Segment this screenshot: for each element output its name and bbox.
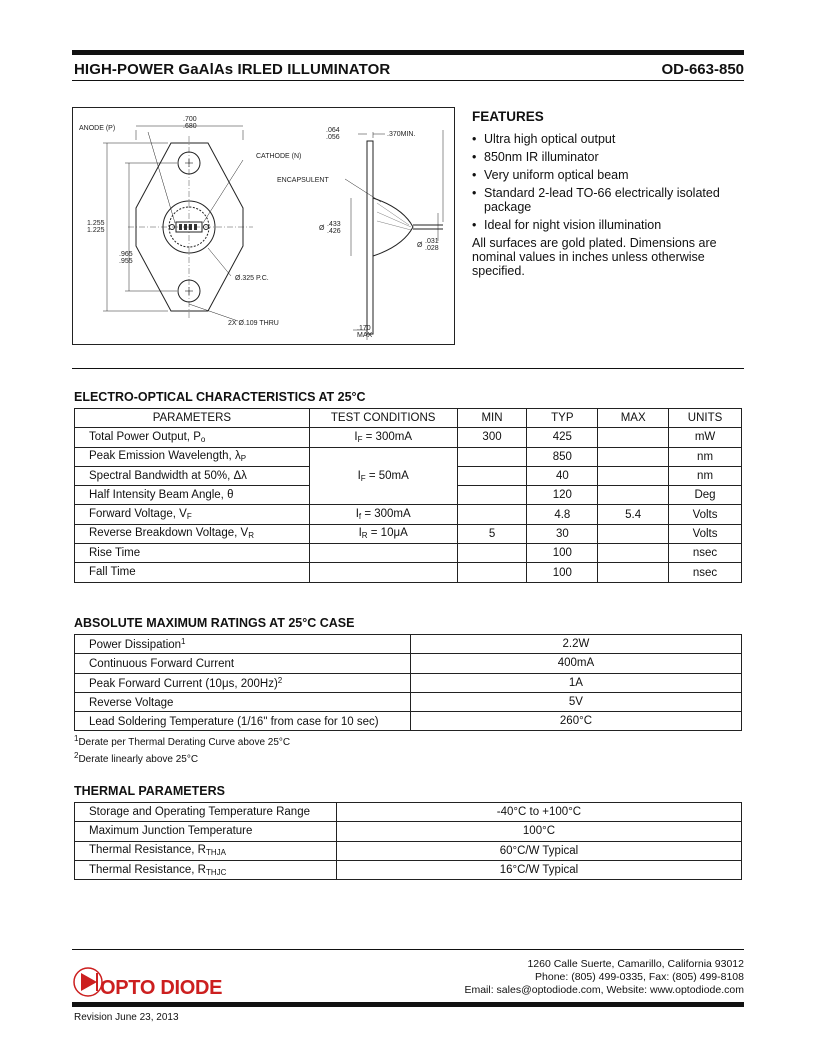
- parameter-subscript: THJC: [205, 867, 227, 877]
- feature-item: • Ideal for night vision illumination: [472, 218, 747, 232]
- eo-header-row: [75, 409, 742, 428]
- thickness-dim-top: .064: [326, 127, 340, 134]
- eo-u-cell: Volts: [669, 524, 742, 543]
- bottom-rule: [72, 1002, 744, 1007]
- eo-header-cell: UNITS: [669, 409, 742, 428]
- thickness-dim-bottom: .056: [326, 134, 340, 141]
- condition-subscript: F: [360, 473, 366, 483]
- condition-text: I: [355, 508, 359, 521]
- condition-value: = 300mA: [361, 508, 411, 521]
- anode-label: ANODE (P): [79, 125, 116, 132]
- header-rule: [72, 80, 744, 81]
- eo-parameter-cell: [75, 466, 310, 485]
- thermal-parameter-cell: [75, 841, 337, 860]
- parameter-text: Lead Soldering Temperature (1/16" from case for 10 sec): [89, 716, 379, 729]
- footnote-1: [74, 732, 290, 749]
- eo-u-cell: nsec: [669, 544, 742, 563]
- amr-value-cell: 5V: [410, 692, 741, 711]
- lead-min-dim: .370MIN.: [387, 131, 416, 138]
- eo-max-cell: [598, 524, 669, 543]
- eo-row: [75, 505, 742, 524]
- feature-item: • Ultra high optical output: [472, 132, 747, 146]
- thru-label: 2X Ø.109 THRU: [228, 320, 279, 327]
- condition-value: = 10μA: [367, 527, 408, 540]
- amr-row: [75, 654, 742, 673]
- lens-dia-top: .433: [327, 221, 341, 228]
- eo-title: ELECTRO-OPTICAL CHARACTERISTICS AT 25°C: [74, 390, 366, 404]
- footnote-marker: 1: [74, 734, 79, 743]
- eo-header-cell: MAX: [598, 409, 669, 428]
- parameter-text: Reverse Voltage: [89, 697, 174, 710]
- eo-min-cell: [457, 447, 527, 466]
- width-dim-bottom: .680: [183, 123, 197, 130]
- thermal-row: [75, 822, 742, 841]
- footnote-text: Derate linearly above 25°C: [78, 754, 199, 765]
- eo-max-cell: 5.4: [598, 505, 669, 524]
- hole-spacing-bottom: .955: [119, 258, 133, 265]
- footnote-ref: 2: [277, 675, 283, 685]
- amr-parameter-cell: [75, 635, 411, 654]
- hole-spacing-top: .965: [119, 251, 133, 258]
- top-rule: [72, 50, 744, 55]
- height-dim-bottom: 1.225: [87, 227, 105, 234]
- features-heading: FEATURES: [472, 109, 544, 124]
- condition-value: = 50mA: [365, 469, 409, 482]
- encapsulent-label: ENCAPSULENT: [277, 177, 329, 184]
- eo-condition-cell: [309, 505, 457, 524]
- eo-min-cell: [457, 466, 527, 485]
- eo-u-cell: nsec: [669, 563, 742, 582]
- eo-condition-cell: [309, 544, 457, 563]
- eo-parameter-cell: [75, 544, 310, 563]
- eo-parameter-cell: [75, 524, 310, 543]
- condition-subscript: F: [357, 434, 363, 444]
- eo-parameter-cell: [75, 563, 310, 582]
- parameter-text: Rise Time: [89, 546, 141, 559]
- condition-text: I: [357, 469, 361, 482]
- feature-item: • Very uniform optical beam: [472, 168, 747, 182]
- part-number: OD-663-850: [661, 61, 744, 78]
- parameter-text: Peak Forward Current (10μs, 200Hz): [89, 677, 278, 690]
- eo-typ-cell: 100: [527, 544, 598, 563]
- thermal-row: [75, 841, 742, 860]
- eo-typ-cell: 425: [527, 428, 598, 447]
- features-section: [472, 110, 747, 278]
- eo-max-cell: [598, 544, 669, 563]
- eo-typ-cell: 850: [527, 447, 598, 466]
- address-line: 1260 Calle Suerte, Camarillo, California 93012: [527, 958, 744, 970]
- eo-parameter-cell: [75, 447, 310, 466]
- eo-row: [75, 563, 742, 582]
- eo-parameter-cell: [75, 428, 310, 447]
- pc-label: Ø.325 P.C.: [235, 275, 269, 282]
- lead-dia-symbol: Ø: [417, 242, 423, 249]
- parameter-text: Reverse Breakdown Voltage, V: [89, 527, 249, 540]
- thermal-row: [75, 860, 742, 879]
- lens-dia-symbol: Ø: [319, 225, 325, 232]
- section-rule: [72, 368, 744, 369]
- eo-condition-cell: [309, 447, 457, 505]
- height-dim-top: 1.255: [87, 220, 105, 227]
- thermal-value-cell: 16°C/W Typical: [336, 860, 741, 879]
- amr-table: [74, 634, 742, 731]
- lens-dia-bottom: .426: [327, 228, 341, 235]
- amr-parameter-cell: [75, 654, 411, 673]
- amr-parameter-cell: [75, 692, 411, 711]
- eo-condition-cell: [309, 524, 457, 543]
- parameter-subscript: P: [240, 454, 247, 464]
- amr-value-cell: 260°C: [410, 712, 741, 731]
- eo-u-cell: Deg: [669, 486, 742, 505]
- eo-min-cell: [457, 544, 527, 563]
- eo-header-cell: PARAMETERS: [75, 409, 310, 428]
- parameter-text: Thermal Resistance, R: [89, 863, 206, 876]
- feature-item: • 850nm IR illuminator: [472, 150, 747, 164]
- eo-parameter-cell: [75, 486, 310, 505]
- parameter-subscript: THJA: [205, 848, 226, 858]
- eo-typ-cell: 120: [527, 486, 598, 505]
- eo-max-cell: [598, 466, 669, 485]
- eo-typ-cell: 30: [527, 524, 598, 543]
- eo-u-cell: nm: [669, 447, 742, 466]
- revision-date: Revision June 23, 2013: [74, 1012, 179, 1023]
- eo-row: [75, 524, 742, 543]
- email-line: Email: sales@optodiode.com, Website: www.optodiode.com: [464, 984, 744, 996]
- parameter-text: Total Power Output, P: [89, 430, 201, 443]
- parameter-text: Spectral Bandwidth at 50%, Δλ: [89, 469, 247, 482]
- max-dim-bottom: MAX: [357, 332, 373, 339]
- condition-text: I: [358, 527, 362, 540]
- eo-header-cell: MIN: [457, 409, 527, 428]
- eo-condition-cell: [309, 563, 457, 582]
- eo-max-cell: [598, 563, 669, 582]
- parameter-text: Thermal Resistance, R: [89, 844, 206, 857]
- footnote-ref: 1: [181, 637, 186, 647]
- eo-parameter-cell: [75, 505, 310, 524]
- eo-u-cell: mW: [669, 428, 742, 447]
- parameter-subscript: o: [200, 434, 206, 444]
- parameter-text: Maximum Junction Temperature: [89, 824, 253, 837]
- thermal-parameter-cell: [75, 822, 337, 841]
- footnotes: [74, 732, 290, 766]
- eo-u-cell: nm: [669, 466, 742, 485]
- thermal-table: [74, 802, 742, 880]
- parameter-text: Peak Emission Wavelength, λ: [89, 450, 241, 463]
- condition-value: = 300mA: [362, 430, 412, 443]
- parameter-text: Fall Time: [89, 566, 136, 579]
- eo-u-cell: Volts: [669, 505, 742, 524]
- eo-typ-cell: 4.8: [527, 505, 598, 524]
- eo-header-cell: TYP: [527, 409, 598, 428]
- footnote-text: Derate per Thermal Derating Curve above 25°C: [78, 737, 291, 748]
- eo-typ-cell: 40: [527, 466, 598, 485]
- thermal-parameter-cell: [75, 860, 337, 879]
- amr-title: ABSOLUTE MAXIMUM RATINGS AT 25°C CASE: [74, 616, 355, 630]
- eo-header-cell: TEST CONDITIONS: [309, 409, 457, 428]
- max-dim-top: .170: [357, 325, 371, 332]
- eo-max-cell: [598, 428, 669, 447]
- logo-text: OPTO DIODE: [100, 977, 223, 999]
- features-note: All surfaces are gold plated. Dimensions are nominal values in inches unless otherwise specified.: [472, 236, 717, 278]
- eo-table: [74, 408, 742, 583]
- phone-line: Phone: (805) 499-0335, Fax: (805) 499-8108: [535, 971, 744, 983]
- thermal-parameter-cell: [75, 803, 337, 822]
- thermal-value-cell: -40°C to +100°C: [336, 803, 741, 822]
- eo-row: [75, 447, 742, 466]
- document-title: HIGH-POWER GaAlAs IRLED ILLUMINATOR: [74, 61, 391, 78]
- eo-min-cell: [457, 486, 527, 505]
- amr-parameter-cell: [75, 712, 411, 731]
- eo-typ-cell: 100: [527, 563, 598, 582]
- amr-value-cell: 2.2W: [410, 635, 741, 654]
- lead-dia-top: .031: [425, 238, 439, 245]
- amr-value-cell: 400mA: [410, 654, 741, 673]
- thermal-title: THERMAL PARAMETERS: [74, 784, 225, 798]
- lead-dia-bottom: .028: [425, 245, 439, 252]
- company-address-block: [464, 958, 744, 997]
- eo-condition-cell: [309, 428, 457, 447]
- cathode-label: CATHODE (N): [256, 153, 302, 160]
- eo-max-cell: [598, 447, 669, 466]
- feature-item: • Standard 2-lead TO-66 electrically isolated package: [472, 186, 747, 214]
- amr-row: [75, 712, 742, 731]
- footnote-2: [74, 749, 290, 766]
- eo-row: [75, 428, 742, 447]
- parameter-text: Power Dissipation: [89, 639, 182, 652]
- thermal-row: [75, 803, 742, 822]
- condition-subscript: f: [358, 512, 362, 522]
- amr-row: [75, 692, 742, 711]
- amr-value-cell: 1A: [410, 673, 741, 692]
- condition-text: I: [354, 430, 358, 443]
- footer-rule: [72, 949, 744, 950]
- amr-row: [75, 673, 742, 692]
- eo-min-cell: 300: [457, 428, 527, 447]
- amr-parameter-cell: [75, 673, 411, 692]
- parameter-text: Storage and Operating Temperature Range: [89, 805, 310, 818]
- eo-max-cell: [598, 486, 669, 505]
- parameter-subscript: R: [248, 531, 254, 541]
- thermal-value-cell: 100°C: [336, 822, 741, 841]
- parameter-text: Forward Voltage, V: [89, 508, 187, 521]
- eo-min-cell: 5: [457, 524, 527, 543]
- features-list: [472, 132, 747, 232]
- eo-row: [75, 544, 742, 563]
- parameter-subscript: F: [186, 512, 192, 522]
- thermal-value-cell: 60°C/W Typical: [336, 841, 741, 860]
- eo-min-cell: [457, 505, 527, 524]
- width-dim-top: .700: [183, 116, 197, 123]
- parameter-text: Half Intensity Beam Angle, θ: [89, 488, 234, 501]
- eo-min-cell: [457, 563, 527, 582]
- mechanical-drawing: [72, 107, 455, 345]
- amr-row: [75, 635, 742, 654]
- parameter-text: Continuous Forward Current: [89, 658, 235, 671]
- footnote-marker: 2: [74, 751, 79, 760]
- condition-subscript: R: [361, 531, 368, 541]
